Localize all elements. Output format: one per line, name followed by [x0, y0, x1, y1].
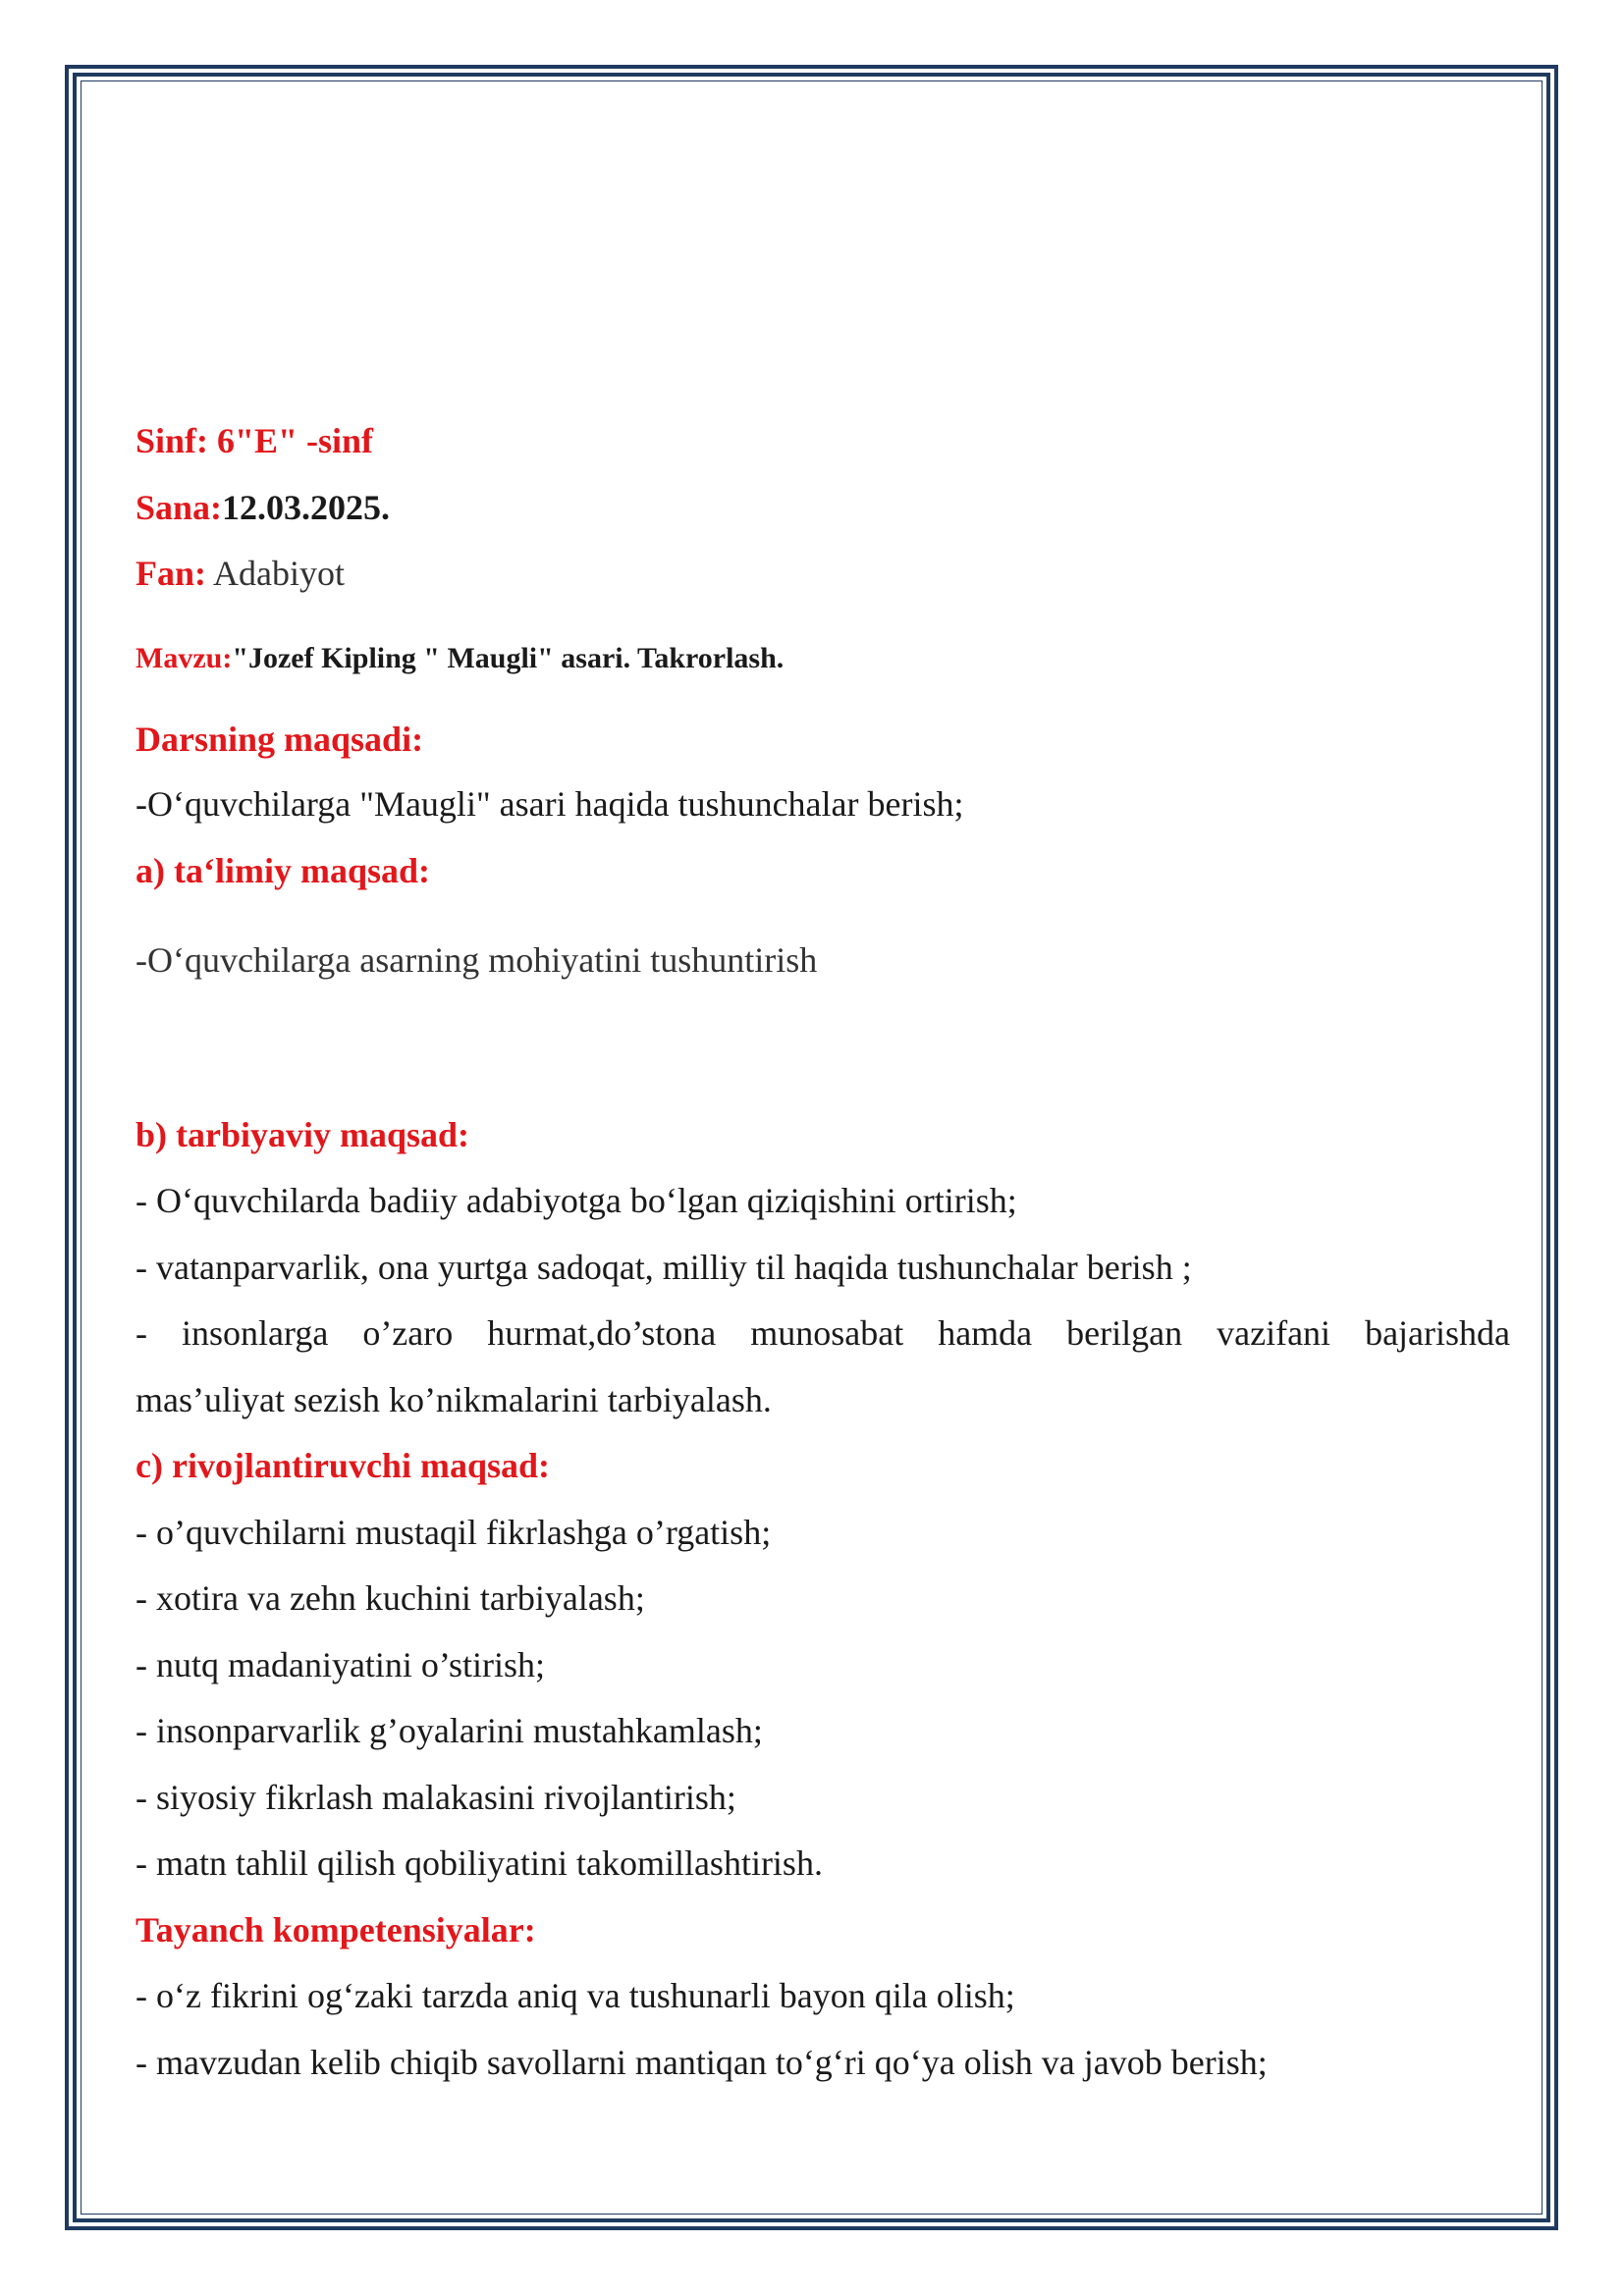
competencies-heading: Tayanch kompetensiyalar:: [135, 1910, 536, 1949]
word: -: [135, 1313, 147, 1353]
developmental-item-2: - xotira va zehn kuchini tarbiyalash;: [135, 1578, 645, 1618]
developmental-item-3: - nutq madaniyatini o’stirish;: [135, 1645, 545, 1684]
word: munosabat: [750, 1313, 904, 1353]
upbringing-item-1: - O‘quvchilarda badiiy adabiyotga bo‘lgan qiziqishini ortirish;: [135, 1181, 1017, 1220]
upbringing-item-3: [135, 1312, 1510, 1355]
educational-text: -O‘quvchilarga asarning mohiyatini tushuntirish: [135, 940, 818, 980]
goal-text: -O‘quvchilarga "Maugli" asari haqida tushunchalar berish;: [135, 784, 964, 824]
date-label: Sana:: [135, 488, 223, 527]
word: hurmat,do’stona: [487, 1313, 717, 1353]
subject-label: Fan:: [135, 554, 206, 593]
word: bajarishda: [1365, 1313, 1510, 1353]
word: hamda: [938, 1313, 1033, 1353]
class-line: [135, 420, 373, 462]
date-line: [135, 487, 390, 529]
goal-heading: Darsning maqsadi:: [135, 720, 424, 759]
subject-line: [135, 553, 345, 595]
word: berilgan: [1066, 1313, 1183, 1353]
developmental-item-1: - o’quvchilarni mustaqil fikrlashga o’rgatish;: [135, 1513, 772, 1552]
upbringing-heading: b) tarbiyaviy maqsad:: [135, 1115, 470, 1154]
class-label: Sinf:: [135, 421, 209, 460]
developmental-item-5: - siyosiy fikrlash malakasini rivojlantirish;: [135, 1778, 736, 1817]
competencies-item-2: - mavzudan kelib chiqib savollarni mantiqan to‘g‘ri qo‘ya olish va javob berish;: [135, 2043, 1268, 2082]
topic-line: [135, 641, 784, 676]
word: o’zaro: [362, 1313, 454, 1353]
developmental-item-6: - matn tahlil qilish qobiliyatini takomillashtirish.: [135, 1843, 823, 1883]
word: insonlarga: [182, 1313, 329, 1353]
developmental-heading: c) rivojlantiruvchi maqsad:: [135, 1446, 550, 1485]
topic-value: "Jozef Kipling " Maugli" asari. Takrorlash.: [232, 642, 785, 674]
date-value: 12.03.2025.: [222, 488, 391, 527]
competencies-item-1: - o‘z fikrini og‘zaki tarzda aniq va tushunarli bayon qila olish;: [135, 1976, 1015, 2015]
word: vazifani: [1217, 1313, 1331, 1353]
developmental-item-4: - insonparvarlik g’oyalarini mustahkamlash;: [135, 1711, 763, 1750]
educational-heading: a) ta‘limiy maqsad:: [135, 851, 430, 890]
subject-value: Adabiyot: [213, 554, 345, 593]
class-value: 6"E" -sinf: [217, 421, 374, 460]
upbringing-item-3-continued: mas’uliyat sezish ko’nikmalarini tarbiyalash.: [135, 1380, 772, 1419]
topic-label: Mavzu:: [135, 642, 233, 674]
upbringing-item-2: - vatanparvarlik, ona yurtga sadoqat, milliy til haqida tushunchalar berish ;: [135, 1248, 1192, 1287]
